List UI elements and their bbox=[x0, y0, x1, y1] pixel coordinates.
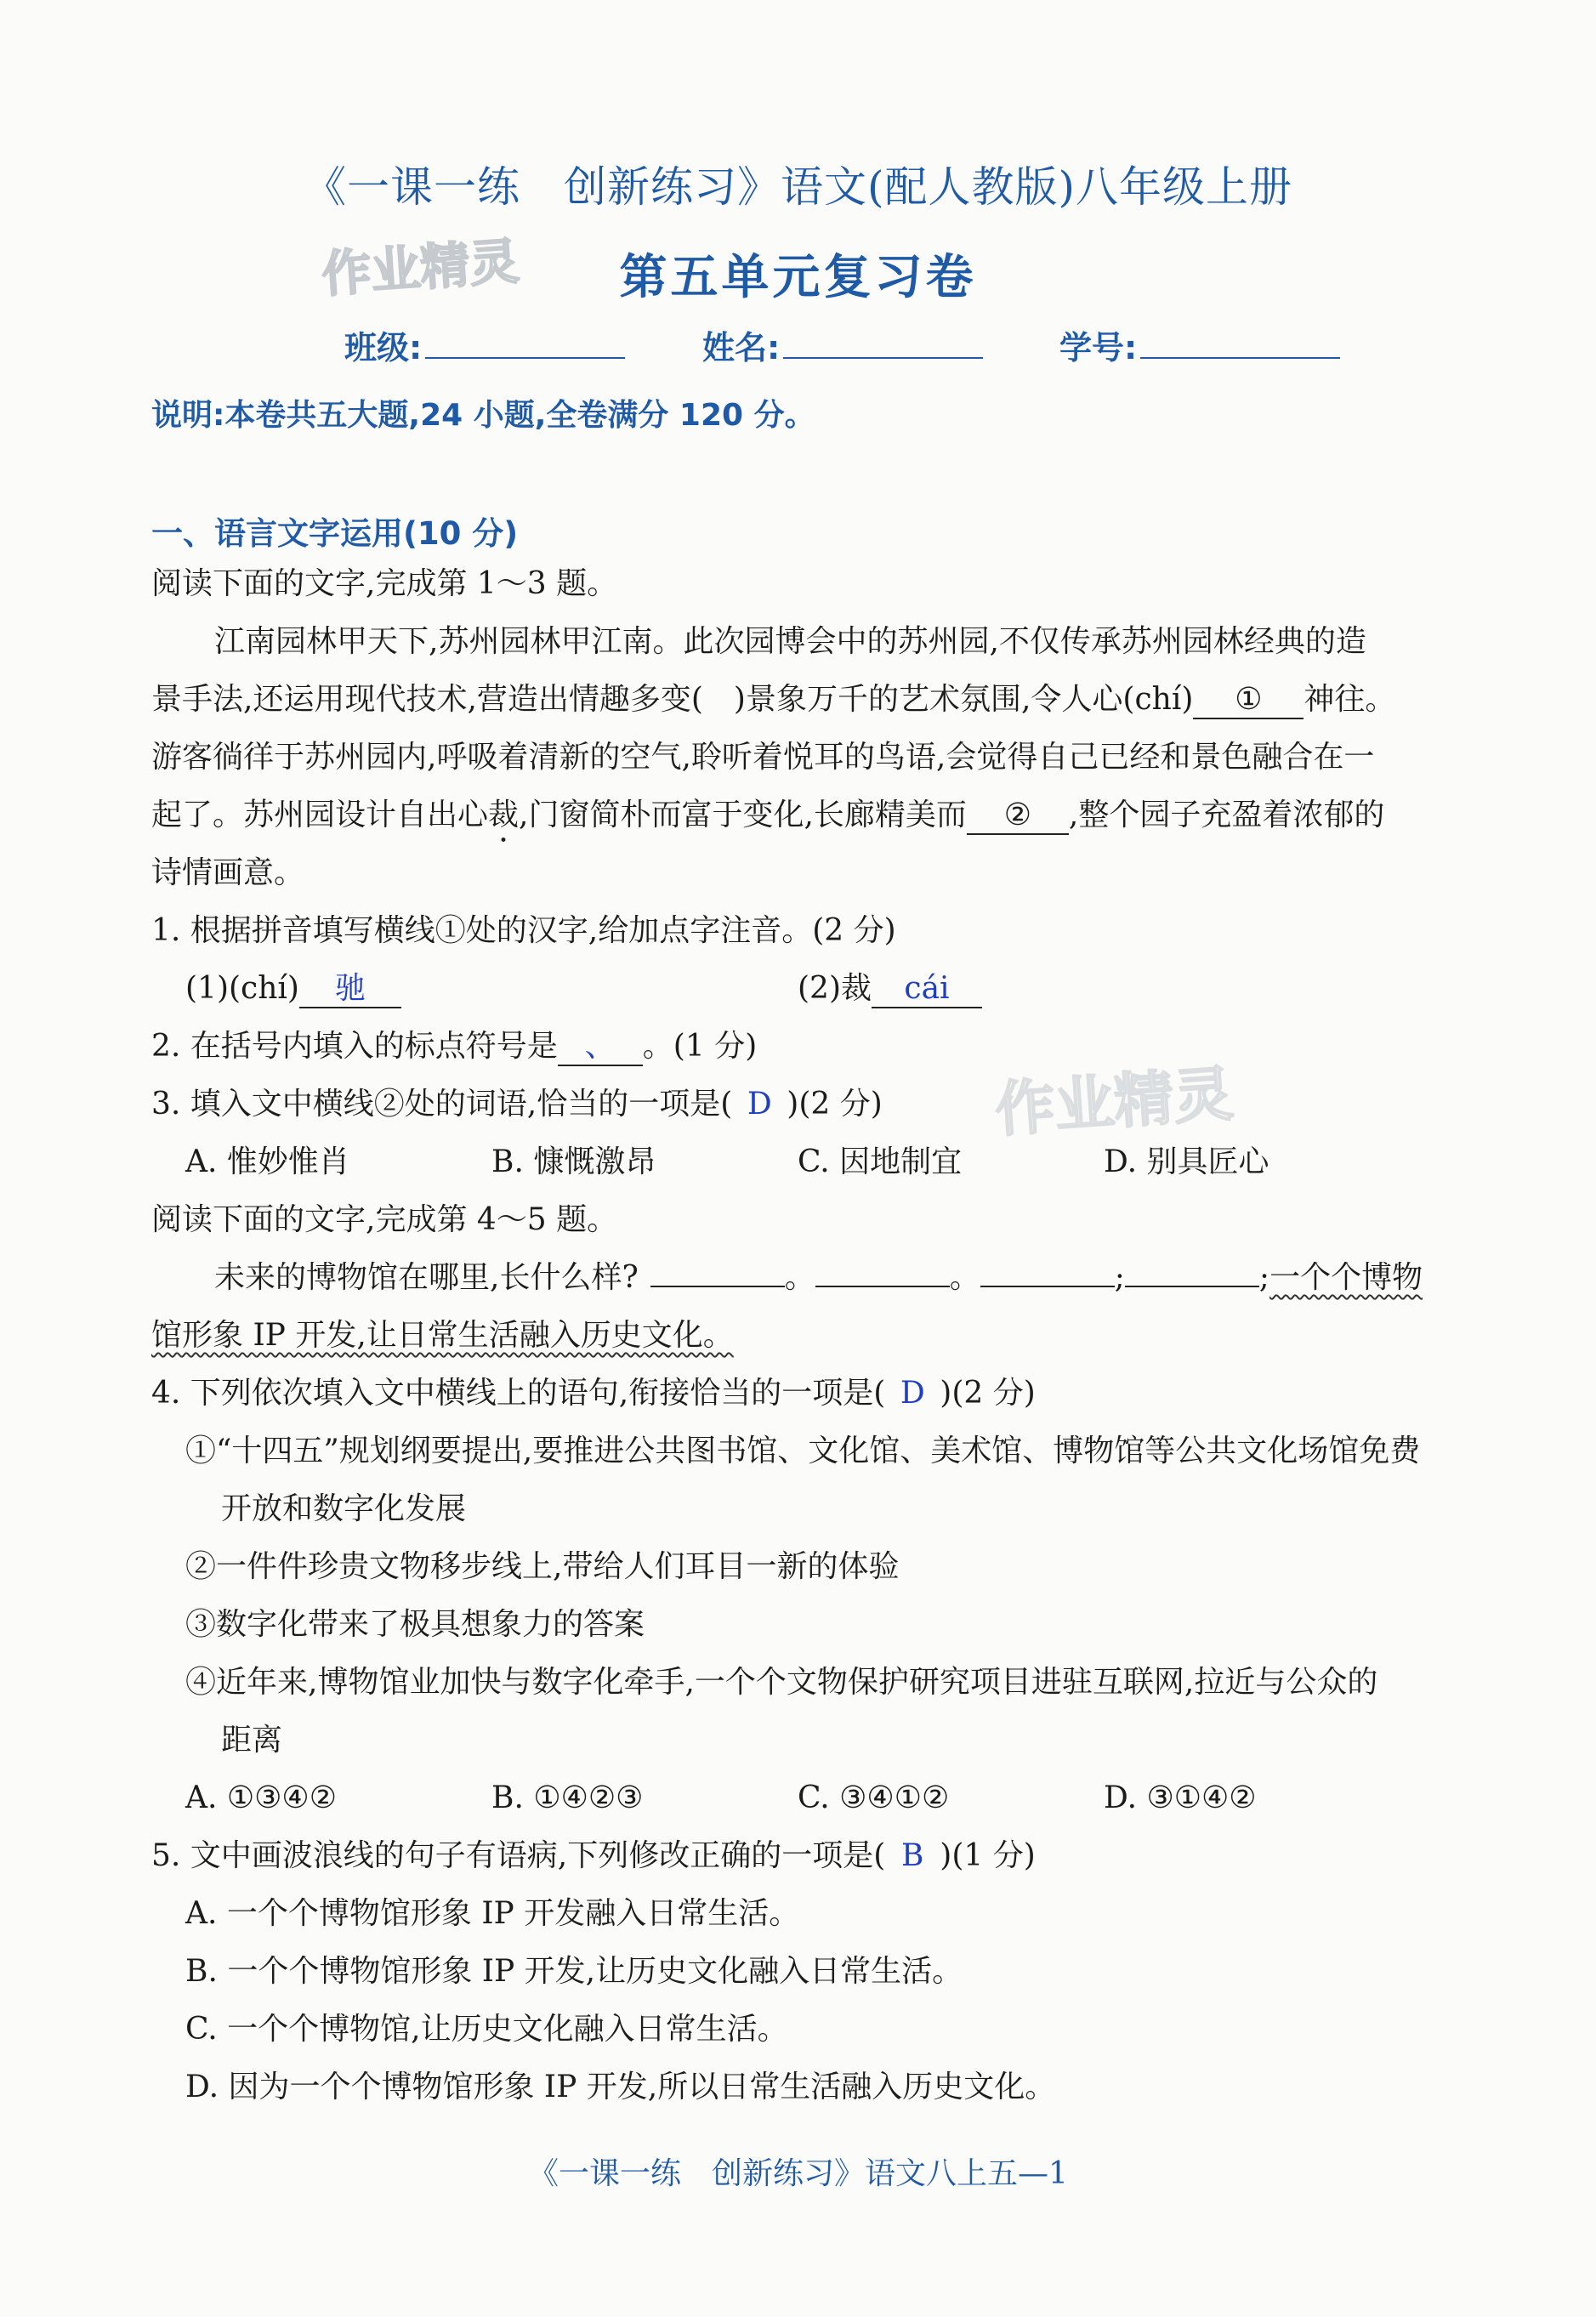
passage-text: ,整个园子充盈着浓郁的 bbox=[1068, 798, 1385, 832]
class-input-line[interactable] bbox=[425, 332, 625, 359]
passage-text: 景手法,还运用现代技术,营造出情趣多变( )景象万千的艺术氛围,令人心(chí) bbox=[151, 682, 1194, 717]
passage-text: ,门窗简朴而富于变化,长廊精美而 bbox=[519, 798, 967, 832]
passage-line: 诗情画意。 bbox=[151, 855, 305, 890]
passage-text: 起了。苏州园设计自出心 bbox=[151, 798, 489, 832]
q2-answer[interactable]: 、 bbox=[558, 1028, 643, 1066]
q4-option-b[interactable]: B. ①④②③ bbox=[491, 1780, 644, 1815]
class-field bbox=[344, 321, 625, 368]
q4-sentence-4: ④近年来,博物馆业加快与数字化牵手,一个个文物保护研究项目进驻互联网,拉近与公众的 bbox=[185, 1665, 1378, 1700]
q2-text: 2. 在括号内填入的标点符号是 bbox=[151, 1029, 558, 1064]
question-3 bbox=[151, 1086, 883, 1122]
unit-title: 第五单元复习卷 bbox=[619, 250, 977, 305]
q5-option-d[interactable]: D. 因为一个个博物馆形象 IP 开发,所以日常生活融入历史文化。 bbox=[185, 2070, 1056, 2104]
name-label: 姓名: bbox=[702, 329, 781, 366]
book-title: 《一课一练 创新练习》语文(配人教版)八年级上册 bbox=[303, 162, 1292, 212]
passage-line: 江南园林甲天下,苏州园林甲江南。此次园博会中的苏州园,不仅传承苏州园林经典的造 bbox=[214, 624, 1366, 659]
passage-line: 游客徜徉于苏州园内,呼吸着清新的空气,聆听着悦耳的鸟语,会觉得自己已经和景色融合在一 bbox=[151, 740, 1375, 775]
q4-text: )(2 分) bbox=[940, 1376, 1036, 1411]
q5-text: 5. 文中画波浪线的句子有语病,下列修改正确的一项是( bbox=[151, 1838, 886, 1873]
id-input-line[interactable] bbox=[1140, 332, 1340, 359]
passage-line bbox=[151, 681, 1395, 719]
q4-answer[interactable]: D bbox=[900, 1376, 925, 1411]
reading-intro-2: 阅读下面的文字,完成第 4～5 题。 bbox=[151, 1202, 618, 1237]
q3-answer[interactable]: D bbox=[747, 1087, 772, 1122]
q3-option-c[interactable]: C. 因地制宜 bbox=[798, 1144, 963, 1179]
student-info-fields bbox=[0, 321, 1596, 372]
id-field bbox=[1059, 321, 1340, 368]
question-4 bbox=[151, 1375, 1036, 1411]
passage2-blank bbox=[980, 1286, 1115, 1287]
wavy-sentence: 馆形象 IP 开发,让日常生活融入历史文化。 bbox=[151, 1318, 734, 1353]
q3-option-d[interactable]: D. 别具匠心 bbox=[1104, 1144, 1269, 1179]
q1-part-2-label: (2)裁 bbox=[798, 971, 872, 1006]
q1-part-1-label: (1)(chí) bbox=[185, 971, 299, 1006]
question-1: 1. 根据拼音填写横线①处的汉字,给加点字注音。(2 分) bbox=[151, 913, 896, 948]
q5-option-a[interactable]: A. 一个个博物馆形象 IP 开发融入日常生活。 bbox=[185, 1896, 800, 1931]
page-footer: 《一课一练 创新练习》语文八上五—1 bbox=[528, 2156, 1068, 2191]
q1-part-1 bbox=[185, 970, 401, 1008]
class-label: 班级: bbox=[344, 329, 423, 366]
wavy-sentence: 一个个博物 bbox=[1269, 1260, 1423, 1295]
q3-option-a[interactable]: A. 惟妙惟肖 bbox=[185, 1144, 349, 1179]
q4-sentence-1-cont: 开放和数字化发展 bbox=[221, 1491, 467, 1526]
question-5 bbox=[151, 1837, 1036, 1874]
passage-line bbox=[151, 797, 1384, 835]
name-input-line[interactable] bbox=[783, 332, 983, 359]
q1-part-2 bbox=[798, 970, 982, 1008]
reading-intro-1: 阅读下面的文字,完成第 1～3 题。 bbox=[151, 566, 618, 601]
passage2-blank bbox=[650, 1286, 785, 1287]
q4-sentence-2: ②一件件珍贵文物移步线上,带给人们耳目一新的体验 bbox=[185, 1549, 900, 1584]
name-field bbox=[702, 321, 983, 368]
watermark-logo-2: 作业精灵 bbox=[992, 1059, 1235, 1145]
exam-note: 说明:本卷共五大题,24 小题,全卷满分 120 分。 bbox=[151, 398, 815, 433]
blank-1: ① bbox=[1193, 681, 1303, 719]
blank-2: ② bbox=[967, 797, 1069, 835]
q4-sentence-3: ③数字化带来了极具想象力的答案 bbox=[185, 1607, 645, 1642]
q4-text: 4. 下列依次填入文中横线上的语句,衔接恰当的一项是( bbox=[151, 1376, 886, 1411]
q4-option-c[interactable]: C. ③④①② bbox=[798, 1780, 950, 1815]
q5-option-c[interactable]: C. 一个个博物馆,让历史文化融入日常生活。 bbox=[185, 2012, 788, 2047]
q3-option-b[interactable]: B. 慷慨激昂 bbox=[491, 1144, 656, 1179]
q5-option-b[interactable]: B. 一个个博物馆形象 IP 开发,让历史文化融入日常生活。 bbox=[185, 1954, 963, 1989]
q5-text: )(1 分) bbox=[940, 1838, 1036, 1873]
q5-answer[interactable]: B bbox=[901, 1838, 924, 1873]
q3-text: 3. 填入文中横线②处的词语,恰当的一项是( bbox=[151, 1087, 733, 1122]
q1-part-2-answer[interactable]: cái bbox=[872, 970, 982, 1008]
id-label: 学号: bbox=[1059, 329, 1138, 366]
q4-option-d[interactable]: D. ③①④② bbox=[1104, 1780, 1257, 1815]
q1-part-1-answer[interactable]: 驰 bbox=[299, 970, 401, 1008]
q4-sentence-4-cont: 距离 bbox=[221, 1723, 283, 1758]
passage2-text: 未来的博物馆在哪里,长什么样? bbox=[214, 1260, 639, 1295]
passage2-blank bbox=[1125, 1286, 1259, 1287]
passage2-line: 未来的博物馆在哪里,长什么样? 。 。 ; ;一个个博物 bbox=[214, 1260, 1423, 1295]
dotted-char: 裁 bbox=[488, 798, 520, 832]
q2-text: 。(1 分) bbox=[642, 1029, 758, 1064]
q3-text: )(2 分) bbox=[787, 1087, 883, 1122]
passage-text: 神往。 bbox=[1303, 682, 1396, 717]
passage2-line bbox=[151, 1317, 734, 1354]
section-title: 一、语言文字运用(10 分) bbox=[151, 515, 519, 552]
watermark-logo: 作业精灵 bbox=[320, 231, 521, 304]
q4-sentence-1: ①“十四五”规划纲要提出,要推进公共图书馆、文化馆、美术馆、博物馆等公共文化场馆免费 bbox=[185, 1434, 1421, 1468]
passage2-blank bbox=[815, 1286, 950, 1287]
question-2 bbox=[151, 1028, 757, 1066]
q4-option-a[interactable]: A. ①③④② bbox=[185, 1780, 337, 1815]
